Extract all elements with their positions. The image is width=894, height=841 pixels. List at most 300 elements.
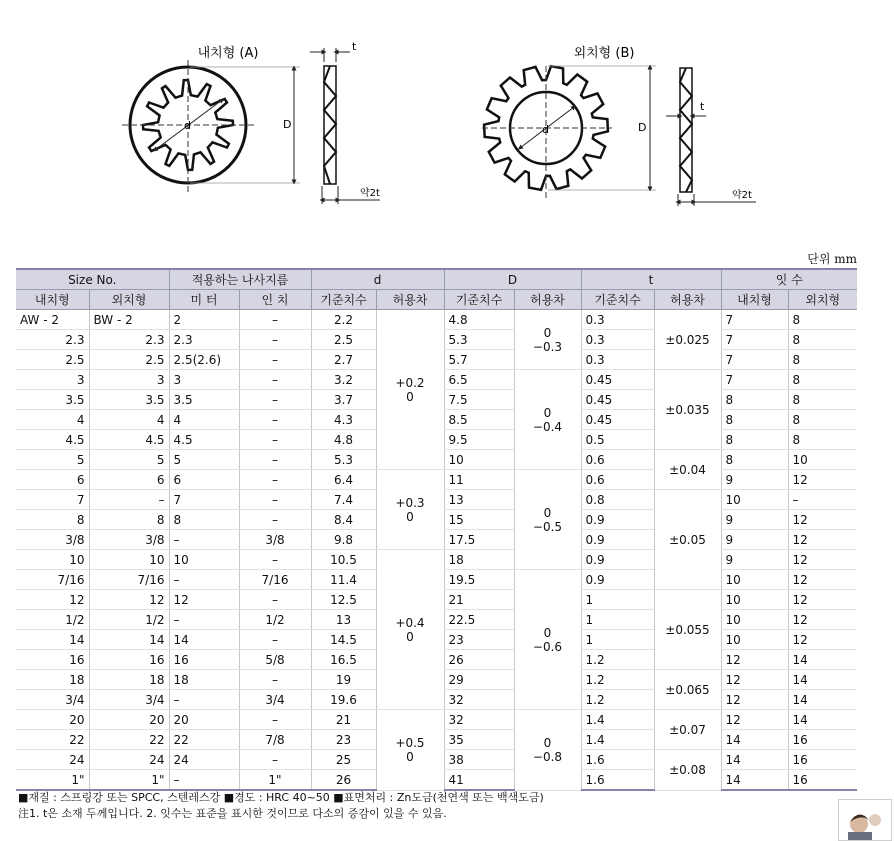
footnote-material: ■재질 : 스프링강 또는 SPCC, 스텐레스강 ■경도 : HRC 40~50 ■표면처리 : Zn도금(천연색 또는 백색도금) xyxy=(18,791,544,804)
cell-internal-size: 1/2 xyxy=(16,610,89,630)
cell-teeth-external: 14 xyxy=(788,670,857,690)
cell-t-nominal: 1 xyxy=(581,630,654,650)
cell-external-size: – xyxy=(89,490,169,510)
cell-t-nominal: 0.5 xyxy=(581,430,654,450)
cell-metric-thread: 4 xyxy=(169,410,239,430)
header-t-nominal: 기준치수 xyxy=(581,290,654,310)
cell-inch-thread: – xyxy=(239,710,311,730)
cell-teeth-external: 16 xyxy=(788,730,857,750)
cell-inch-thread: – xyxy=(239,670,311,690)
cell-inch-thread: – xyxy=(239,330,311,350)
cell-t-tolerance-upper: ±0.025 xyxy=(665,332,710,347)
cell-teeth-external: – xyxy=(788,490,857,510)
cell-D-nominal: 8.5 xyxy=(444,410,514,430)
cell-d-nominal: 5.3 xyxy=(311,450,376,470)
cell-d-nominal: 23 xyxy=(311,730,376,750)
cell-d-tolerance-upper: +0.3 xyxy=(395,495,425,510)
cell-external-size: 1" xyxy=(89,770,169,791)
cell-internal-size: 6 xyxy=(16,470,89,490)
cell-t-tolerance xyxy=(654,670,721,710)
header-D: D xyxy=(444,269,581,290)
cell-t-tolerance-upper: ±0.055 xyxy=(665,622,710,637)
cell-D-tolerance-lower: −0.4 xyxy=(532,419,563,434)
washer-spec-table xyxy=(16,268,857,791)
cell-D-tolerance-upper: 0 xyxy=(543,735,552,750)
cell-external-size: 4.5 xyxy=(89,430,169,450)
cell-d-tolerance-lower: 0 xyxy=(406,389,414,404)
label-internal-type: 내치형 (A) xyxy=(197,46,259,61)
cell-D-tolerance xyxy=(514,710,581,791)
cell-external-size: 20 xyxy=(89,710,169,730)
cell-d-nominal: 3.2 xyxy=(311,370,376,390)
cell-external-size: 10 xyxy=(89,550,169,570)
cell-internal-size: 16 xyxy=(16,650,89,670)
cell-internal-size: 4.5 xyxy=(16,430,89,450)
cell-d-tolerance-lower: 0 xyxy=(406,749,414,764)
cell-external-size: 2.3 xyxy=(89,330,169,350)
cell-t-nominal: 0.3 xyxy=(581,310,654,330)
cell-D-nominal: 41 xyxy=(444,770,514,791)
cell-d-nominal: 2.2 xyxy=(311,310,376,330)
internal-tooth-washer-drawing xyxy=(122,40,380,204)
cell-inch-thread: – xyxy=(239,310,311,330)
cell-internal-size: 20 xyxy=(16,710,89,730)
cell-internal-size: AW - 2 xyxy=(16,310,89,330)
cell-t-tolerance-upper: ±0.065 xyxy=(665,682,710,697)
cell-teeth-external: 12 xyxy=(788,550,857,570)
cell-inch-thread: 5/8 xyxy=(239,650,311,670)
header-internal: 내치형 xyxy=(16,290,89,310)
cell-teeth-internal: 9 xyxy=(721,550,788,570)
cell-teeth-external: 12 xyxy=(788,530,857,550)
cell-teeth-internal: 7 xyxy=(721,370,788,390)
cell-D-nominal: 10 xyxy=(444,450,514,470)
cell-external-size: 3/8 xyxy=(89,530,169,550)
cell-t-tolerance xyxy=(654,310,721,370)
thumbnail-image xyxy=(838,799,892,841)
cell-internal-size: 3/8 xyxy=(16,530,89,550)
cell-external-size: 2.5 xyxy=(89,350,169,370)
cell-internal-size: 3.5 xyxy=(16,390,89,410)
cell-D-nominal: 23 xyxy=(444,630,514,650)
label-approx-a: 약2t xyxy=(360,188,380,199)
cell-t-nominal: 0.45 xyxy=(581,370,654,390)
cell-inch-thread: – xyxy=(239,490,311,510)
cell-inch-thread: – xyxy=(239,450,311,470)
cell-D-tolerance-upper: 0 xyxy=(543,325,552,340)
cell-t-tolerance xyxy=(654,750,721,791)
cell-D-nominal: 7.5 xyxy=(444,390,514,410)
cell-d-tolerance xyxy=(376,310,444,470)
unit-label: 단위 mm xyxy=(807,252,857,266)
cell-inch-thread: – xyxy=(239,410,311,430)
cell-teeth-external: 14 xyxy=(788,690,857,710)
cell-internal-size: 2.5 xyxy=(16,350,89,370)
cell-t-tolerance xyxy=(654,590,721,670)
header-D-nominal: 기준치수 xyxy=(444,290,514,310)
cell-D-tolerance-lower: −0.3 xyxy=(532,339,563,354)
header-d-tolerance: 허용차 xyxy=(376,290,444,310)
cell-t-nominal: 1.2 xyxy=(581,670,654,690)
cell-D-tolerance xyxy=(514,370,581,470)
table-row xyxy=(16,470,857,490)
cell-teeth-internal: 8 xyxy=(721,390,788,410)
cell-t-nominal: 1.6 xyxy=(581,770,654,791)
table-row xyxy=(16,710,857,730)
cell-t-tolerance-upper: ±0.035 xyxy=(665,402,710,417)
cell-teeth-internal: 10 xyxy=(721,570,788,590)
cell-D-nominal: 5.3 xyxy=(444,330,514,350)
cell-metric-thread: 5 xyxy=(169,450,239,470)
cell-external-size: 7/16 xyxy=(89,570,169,590)
cell-teeth-internal: 14 xyxy=(721,770,788,791)
cell-t-nominal: 1.4 xyxy=(581,730,654,750)
cell-teeth-external: 12 xyxy=(788,570,857,590)
cell-inch-thread: – xyxy=(239,370,311,390)
cell-metric-thread: 8 xyxy=(169,510,239,530)
cell-metric-thread: 7 xyxy=(169,490,239,510)
cell-external-size: 3/4 xyxy=(89,690,169,710)
cell-teeth-external: 8 xyxy=(788,310,857,330)
cell-t-nominal: 0.9 xyxy=(581,570,654,590)
cell-d-tolerance-lower: 0 xyxy=(406,629,414,644)
table-row xyxy=(16,550,857,570)
cell-external-size: 14 xyxy=(89,630,169,650)
cell-D-tolerance xyxy=(514,310,581,370)
cell-d-nominal: 4.8 xyxy=(311,430,376,450)
cell-inch-thread: 3/4 xyxy=(239,690,311,710)
header-t-tolerance: 허용차 xyxy=(654,290,721,310)
cell-external-size: 3.5 xyxy=(89,390,169,410)
cell-d-nominal: 12.5 xyxy=(311,590,376,610)
cell-inch-thread: – xyxy=(239,550,311,570)
cell-d-nominal: 11.4 xyxy=(311,570,376,590)
cell-d-tolerance-lower: 0 xyxy=(406,509,414,524)
header-size-no: Size No. xyxy=(16,269,169,290)
cell-teeth-internal: 9 xyxy=(721,530,788,550)
cell-d-nominal: 21 xyxy=(311,710,376,730)
footnote-remarks: 注1. t은 소재 두께입니다. 2. 잇수는 표준을 표시한 것이므로 다소의 증감이 있을 수 있음. xyxy=(18,807,447,820)
cell-D-nominal: 35 xyxy=(444,730,514,750)
cell-teeth-external: 8 xyxy=(788,410,857,430)
header-row-2 xyxy=(16,290,857,310)
cell-teeth-internal: 10 xyxy=(721,490,788,510)
cell-internal-size: 22 xyxy=(16,730,89,750)
cell-D-nominal: 11 xyxy=(444,470,514,490)
cell-inch-thread: – xyxy=(239,470,311,490)
cell-t-nominal: 0.3 xyxy=(581,350,654,370)
cell-d-tolerance xyxy=(376,470,444,550)
cell-t-nominal: 0.6 xyxy=(581,450,654,470)
cell-teeth-internal: 14 xyxy=(721,750,788,770)
label-t-a: t xyxy=(352,40,357,53)
cell-d-nominal: 2.5 xyxy=(311,330,376,350)
label-D-b: D xyxy=(638,121,647,134)
cell-d-nominal: 9.8 xyxy=(311,530,376,550)
cell-metric-thread: 20 xyxy=(169,710,239,730)
cell-t-nominal: 1.2 xyxy=(581,690,654,710)
header-teeth: 잇 수 xyxy=(721,269,857,290)
cell-internal-size: 2.3 xyxy=(16,330,89,350)
cell-t-tolerance xyxy=(654,710,721,750)
label-D-a: D xyxy=(283,118,292,131)
cell-internal-size: 24 xyxy=(16,750,89,770)
cell-D-nominal: 19.5 xyxy=(444,570,514,590)
cell-d-nominal: 16.5 xyxy=(311,650,376,670)
cell-internal-size: 7 xyxy=(16,490,89,510)
cell-t-nominal: 0.45 xyxy=(581,390,654,410)
cell-D-tolerance-upper: 0 xyxy=(543,625,552,640)
cell-metric-thread: 24 xyxy=(169,750,239,770)
cell-teeth-internal: 10 xyxy=(721,590,788,610)
cell-d-tolerance xyxy=(376,550,444,710)
cell-inch-thread: – xyxy=(239,430,311,450)
thumbnail-avatar-icon xyxy=(839,800,891,840)
cell-d-tolerance-upper: +0.4 xyxy=(395,615,425,630)
cell-teeth-internal: 14 xyxy=(721,730,788,750)
cell-metric-thread: 3 xyxy=(169,370,239,390)
cell-teeth-internal: 12 xyxy=(721,670,788,690)
cell-teeth-external: 8 xyxy=(788,330,857,350)
cell-inch-thread: 3/8 xyxy=(239,530,311,550)
cell-t-nominal: 1.4 xyxy=(581,710,654,730)
cell-teeth-external: 12 xyxy=(788,610,857,630)
cell-D-nominal: 21 xyxy=(444,590,514,610)
cell-t-nominal: 1 xyxy=(581,590,654,610)
cell-external-size: 22 xyxy=(89,730,169,750)
header-row-1 xyxy=(16,269,857,290)
cell-D-nominal: 22.5 xyxy=(444,610,514,630)
label-approx-b: 약2t xyxy=(732,190,752,201)
cell-teeth-internal: 8 xyxy=(721,430,788,450)
cell-inch-thread: – xyxy=(239,750,311,770)
cell-internal-size: 4 xyxy=(16,410,89,430)
header-t: t xyxy=(581,269,721,290)
cell-external-size: 4 xyxy=(89,410,169,430)
cell-internal-size: 14 xyxy=(16,630,89,650)
cell-inch-thread: – xyxy=(239,390,311,410)
cell-D-tolerance xyxy=(514,570,581,710)
cell-metric-thread: – xyxy=(169,530,239,550)
cell-t-nominal: 1.6 xyxy=(581,750,654,770)
cell-metric-thread: 2.3 xyxy=(169,330,239,350)
cell-inch-thread: – xyxy=(239,590,311,610)
cell-D-nominal: 6.5 xyxy=(444,370,514,390)
cell-teeth-external: 8 xyxy=(788,390,857,410)
cell-internal-size: 18 xyxy=(16,670,89,690)
cell-d-tolerance xyxy=(376,710,444,791)
header-external: 외치형 xyxy=(89,290,169,310)
cell-D-tolerance xyxy=(514,470,581,570)
cell-metric-thread: – xyxy=(169,570,239,590)
cell-D-nominal: 15 xyxy=(444,510,514,530)
cell-metric-thread: 2 xyxy=(169,310,239,330)
cell-t-tolerance-upper: ±0.08 xyxy=(669,762,706,777)
cell-t-nominal: 0.8 xyxy=(581,490,654,510)
cell-teeth-external: 16 xyxy=(788,750,857,770)
washer-diagram xyxy=(0,0,894,230)
cell-inch-thread: – xyxy=(239,630,311,650)
cell-teeth-internal: 8 xyxy=(721,450,788,470)
cell-internal-size: 7/16 xyxy=(16,570,89,590)
cell-teeth-external: 12 xyxy=(788,470,857,490)
cell-t-tolerance xyxy=(654,490,721,590)
cell-teeth-external: 12 xyxy=(788,590,857,610)
cell-teeth-external: 16 xyxy=(788,770,857,791)
cell-inch-thread: – xyxy=(239,350,311,370)
footnotes xyxy=(18,790,544,822)
cell-internal-size: 3/4 xyxy=(16,690,89,710)
cell-t-nominal: 0.3 xyxy=(581,330,654,350)
cell-D-tolerance-lower: −0.6 xyxy=(532,639,563,654)
cell-D-nominal: 38 xyxy=(444,750,514,770)
cell-metric-thread: 12 xyxy=(169,590,239,610)
cell-teeth-external: 8 xyxy=(788,370,857,390)
cell-D-nominal: 26 xyxy=(444,650,514,670)
cell-d-nominal: 8.4 xyxy=(311,510,376,530)
cell-inch-thread: 1/2 xyxy=(239,610,311,630)
cell-metric-thread: 14 xyxy=(169,630,239,650)
label-external-type: 외치형 (B) xyxy=(573,46,635,61)
cell-internal-size: 5 xyxy=(16,450,89,470)
external-tooth-washer-drawing xyxy=(482,45,756,206)
cell-d-nominal: 19.6 xyxy=(311,690,376,710)
header-d: d xyxy=(311,269,444,290)
cell-t-nominal: 0.9 xyxy=(581,550,654,570)
cell-metric-thread: – xyxy=(169,610,239,630)
cell-D-tolerance-lower: −0.5 xyxy=(532,519,563,534)
cell-external-size: 16 xyxy=(89,650,169,670)
cell-internal-size: 3 xyxy=(16,370,89,390)
cell-D-nominal: 13 xyxy=(444,490,514,510)
cell-internal-size: 1" xyxy=(16,770,89,791)
cell-d-nominal: 7.4 xyxy=(311,490,376,510)
cell-external-size: 5 xyxy=(89,450,169,470)
cell-teeth-internal: 12 xyxy=(721,650,788,670)
cell-t-tolerance-upper: ±0.04 xyxy=(669,462,706,477)
cell-external-size: 18 xyxy=(89,670,169,690)
cell-t-nominal: 0.6 xyxy=(581,470,654,490)
cell-d-nominal: 19 xyxy=(311,670,376,690)
cell-metric-thread: 18 xyxy=(169,670,239,690)
cell-teeth-internal: 12 xyxy=(721,690,788,710)
cell-t-nominal: 1 xyxy=(581,610,654,630)
cell-t-nominal: 0.9 xyxy=(581,530,654,550)
cell-D-nominal: 29 xyxy=(444,670,514,690)
cell-teeth-internal: 10 xyxy=(721,630,788,650)
cell-inch-thread: 7/8 xyxy=(239,730,311,750)
cell-D-tolerance-upper: 0 xyxy=(543,405,552,420)
cell-t-tolerance xyxy=(654,370,721,450)
cell-D-nominal: 32 xyxy=(444,690,514,710)
cell-D-nominal: 17.5 xyxy=(444,530,514,550)
cell-teeth-external: 14 xyxy=(788,650,857,670)
cell-d-tolerance-upper: +0.5 xyxy=(395,735,425,750)
cell-metric-thread: 10 xyxy=(169,550,239,570)
cell-metric-thread: 3.5 xyxy=(169,390,239,410)
header-inch: 인 치 xyxy=(239,290,311,310)
cell-d-nominal: 2.7 xyxy=(311,350,376,370)
cell-metric-thread: – xyxy=(169,690,239,710)
cell-teeth-internal: 8 xyxy=(721,410,788,430)
cell-metric-thread: 6 xyxy=(169,470,239,490)
header-thread: 적용하는 나사지름 xyxy=(169,269,311,290)
header-metric: 미 터 xyxy=(169,290,239,310)
cell-d-nominal: 6.4 xyxy=(311,470,376,490)
cell-external-size: BW - 2 xyxy=(89,310,169,330)
cell-internal-size: 10 xyxy=(16,550,89,570)
cell-t-nominal: 0.9 xyxy=(581,510,654,530)
header-d-nominal: 기준치수 xyxy=(311,290,376,310)
cell-teeth-external: 10 xyxy=(788,450,857,470)
cell-inch-thread: 7/16 xyxy=(239,570,311,590)
cell-d-nominal: 10.5 xyxy=(311,550,376,570)
cell-external-size: 12 xyxy=(89,590,169,610)
cell-D-tolerance-upper: 0 xyxy=(543,505,552,520)
cell-D-nominal: 32 xyxy=(444,710,514,730)
cell-d-tolerance-upper: +0.2 xyxy=(395,375,425,390)
cell-teeth-internal: 7 xyxy=(721,350,788,370)
header-D-tolerance: 허용차 xyxy=(514,290,581,310)
cell-teeth-internal: 12 xyxy=(721,710,788,730)
cell-teeth-external: 8 xyxy=(788,430,857,450)
cell-t-nominal: 1.2 xyxy=(581,650,654,670)
cell-D-nominal: 4.8 xyxy=(444,310,514,330)
cell-d-nominal: 26 xyxy=(311,770,376,791)
cell-t-tolerance-upper: ±0.07 xyxy=(669,722,706,737)
cell-D-nominal: 9.5 xyxy=(444,430,514,450)
cell-d-nominal: 25 xyxy=(311,750,376,770)
cell-d-nominal: 13 xyxy=(311,610,376,630)
cell-metric-thread: 2.5(2.6) xyxy=(169,350,239,370)
label-d-b: d xyxy=(542,123,549,136)
header-teeth-internal: 내치형 xyxy=(721,290,788,310)
cell-d-nominal: 3.7 xyxy=(311,390,376,410)
cell-internal-size: 8 xyxy=(16,510,89,530)
cell-metric-thread: 4.5 xyxy=(169,430,239,450)
cell-teeth-external: 14 xyxy=(788,710,857,730)
cell-t-tolerance xyxy=(654,450,721,490)
cell-d-nominal: 4.3 xyxy=(311,410,376,430)
cell-teeth-internal: 9 xyxy=(721,470,788,490)
cell-d-nominal: 14.5 xyxy=(311,630,376,650)
cell-D-nominal: 18 xyxy=(444,550,514,570)
cell-metric-thread: 16 xyxy=(169,650,239,670)
cell-internal-size: 12 xyxy=(16,590,89,610)
cell-teeth-external: 12 xyxy=(788,630,857,650)
table-body xyxy=(16,310,857,791)
label-d-a: d xyxy=(184,119,191,132)
cell-external-size: 3 xyxy=(89,370,169,390)
cell-teeth-internal: 7 xyxy=(721,310,788,330)
cell-metric-thread: – xyxy=(169,770,239,791)
table-row xyxy=(16,310,857,330)
cell-teeth-internal: 7 xyxy=(721,330,788,350)
cell-external-size: 8 xyxy=(89,510,169,530)
cell-metric-thread: 22 xyxy=(169,730,239,750)
cell-inch-thread: 1" xyxy=(239,770,311,791)
cell-t-nominal: 0.45 xyxy=(581,410,654,430)
cell-t-tolerance-upper: ±0.05 xyxy=(669,532,706,547)
header-teeth-external: 외치형 xyxy=(788,290,857,310)
cell-external-size: 6 xyxy=(89,470,169,490)
label-t-b: t xyxy=(700,100,705,113)
cell-inch-thread: – xyxy=(239,510,311,530)
cell-teeth-external: 12 xyxy=(788,510,857,530)
cell-external-size: 1/2 xyxy=(89,610,169,630)
cell-external-size: 24 xyxy=(89,750,169,770)
cell-D-nominal: 5.7 xyxy=(444,350,514,370)
